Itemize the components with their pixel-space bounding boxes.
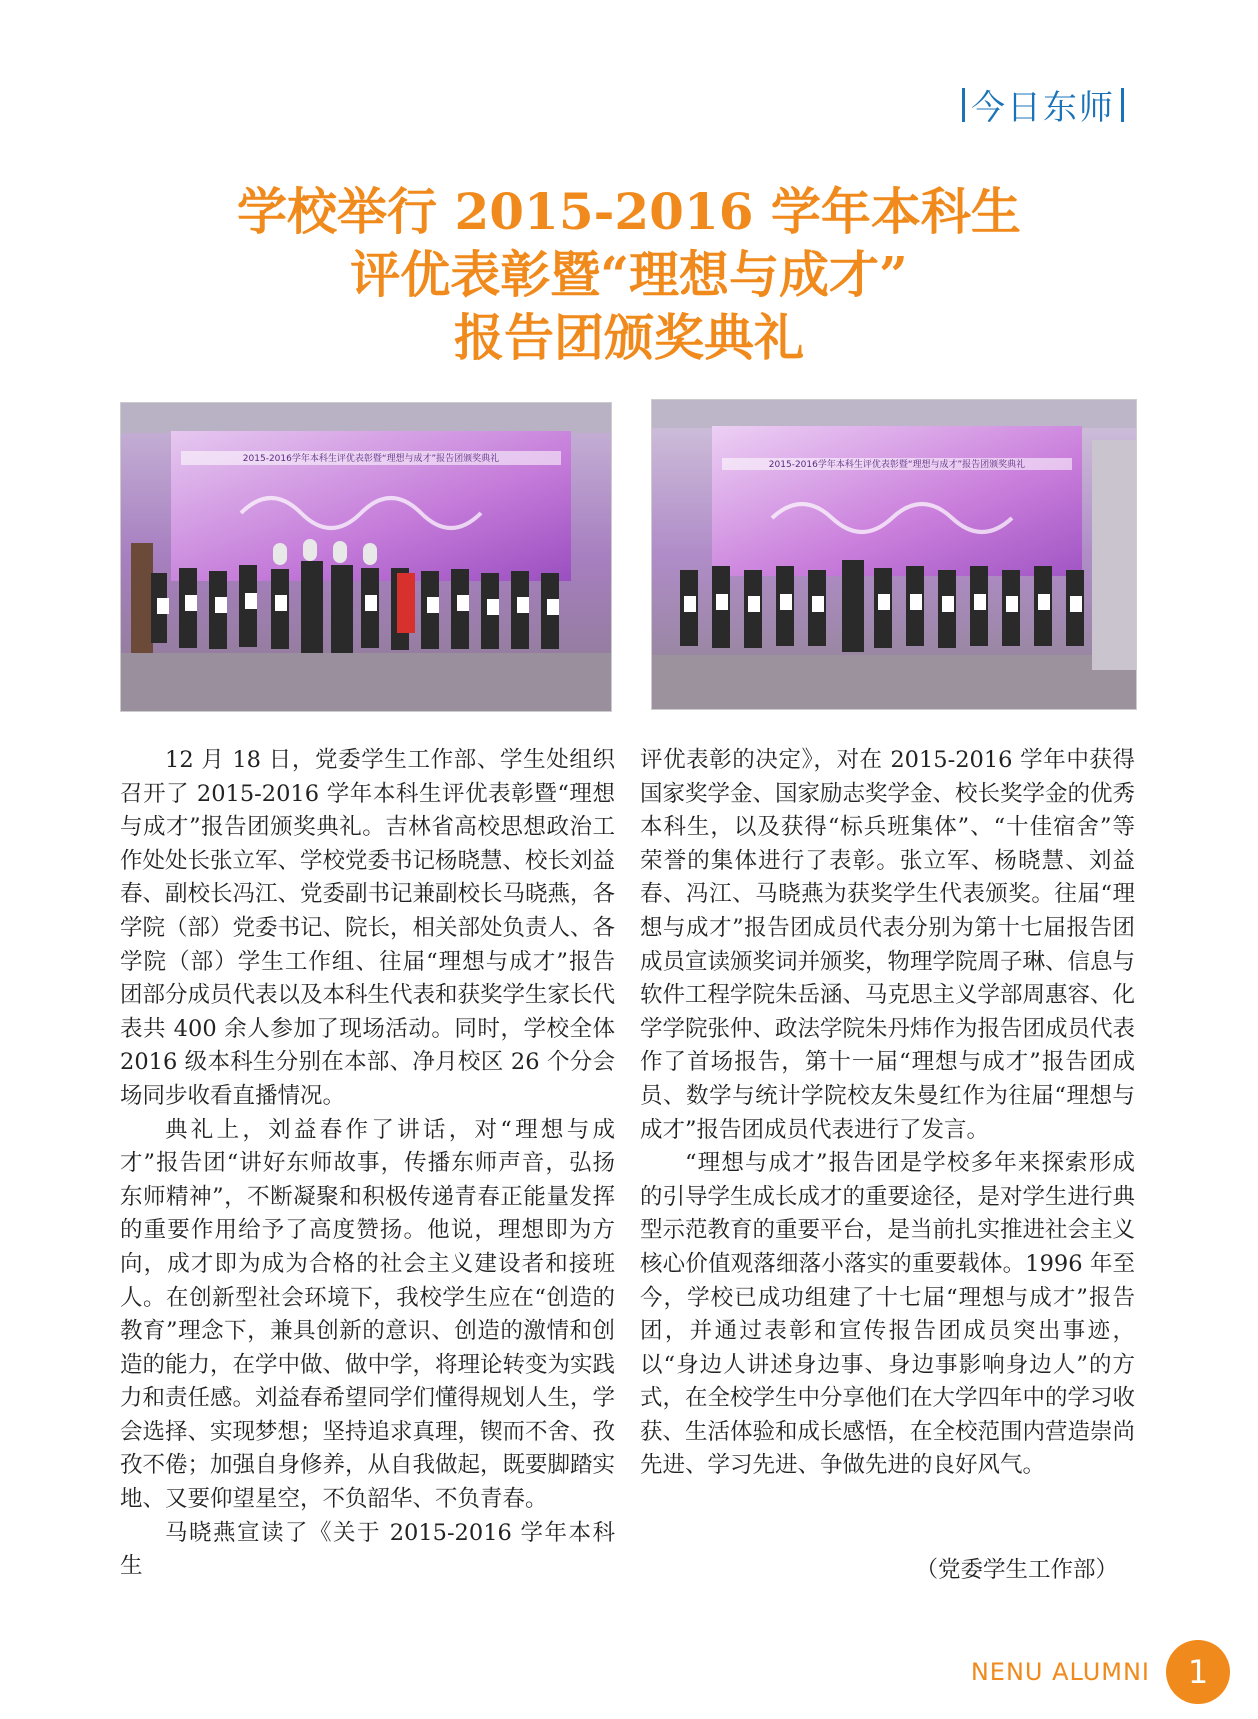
article-paragraph: 评优表彰的决定》，对在 2015-2016 学年中获得国家奖学金、国家励志奖学金、校长奖学金的优秀本科生，以及获得“标兵班集体”、“十佳宿舍”等荣誉的集体进行了表彰。张立军、杨晓慧、刘益春、冯江、马晓燕为获奖学生代表颁奖。往届“理想与成才”报告团成员代表分别为第十七届报告团成员宣读颁奖词并颁奖，物理学院周子琳、信息与软件工程学院朱岳涵、马克思主义学部周惠容、化学学院张仲、政法学院朱丹炜作为报告团成员代表作了首场报告，第十一届“理想与成才”报告团成员、数学与统计学院校友朱曼红作为往届“理想与成才”报告团成员代表进行了发言。 — [640, 747, 1136, 1143]
article-signoff: （党委学生工作部） — [915, 1557, 1118, 1583]
article-title — [0, 180, 1258, 369]
photo-banner: 2015-2016学年本科生评优表彰暨“理想与成才”报告团颁奖典礼 — [768, 460, 1026, 470]
article-paragraph: 马晓燕宣读了《关于 2015-2016 学年本科生 — [120, 1519, 615, 1580]
magazine-name: NENU ALUMNI — [970, 1658, 1150, 1686]
page-number: 1 — [1166, 1640, 1230, 1704]
section-label — [962, 80, 1124, 129]
title-line: 评优表彰暨“理想与成才” — [350, 245, 908, 304]
article-paragraph: 12 月 18 日，党委学生工作部、学生处组织召开了 2015-2016 学年本科生评优表彰暨“理想与成才”报告团颁奖典礼。吉林省高校思想政治工作处处长张立军、学校党委书记杨晓慧、校长刘益春、副校长冯江、党委副书记兼副校长马晓燕，各学院（部）党委书记、院长，相关部处负责人、各学院（部）学生工作组、往届“理想与成才”报告团部分成员代表以及本科生代表和获奖学生家长代表共 400 余人参加了现场活动。同时，学校全体 2016 级本科生分别在本部、净月校区 26 个分会场同步收看直播情况。 — [120, 747, 616, 1109]
title-line: 报告团颁奖典礼 — [454, 308, 804, 367]
section-label-text: 今日东师 — [971, 88, 1115, 128]
page-footer — [971, 1640, 1230, 1704]
photo-image — [121, 403, 611, 711]
ceremony-photo-2 — [651, 399, 1137, 710]
ceremony-photo-1 — [120, 402, 612, 712]
title-line: 学校举行 2015-2016 学年本科生 — [237, 182, 1021, 241]
photo-image — [652, 400, 1136, 709]
divider — [962, 88, 965, 122]
article-paragraph: “理想与成才”报告团是学校多年来探索形成的引导学生成长成才的重要途径，是对学生进行典型示范教育的重要平台，是当前扎实推进社会主义核心价值观落细落小落实的重要载体。1996 年至今，学校已成功组建了十七届“理想与成才”报告团，并通过表彰和宣传报告团成员突出事迹，以“身边人讲述身边事、身边事影响身边人”的方式，在全校学生中分享他们在大学四年中的学习收获、生活体验和成长感悟，在全校范围内营造崇尚先进、学习先进、争做先进的良好风气。 — [640, 1150, 1136, 1479]
article-column-right — [640, 744, 1135, 1483]
article-paragraph: 典礼上，刘益春作了讲话，对“理想与成才”报告团“讲好东师故事，传播东师声音，弘扬东师精神”，不断凝聚和积极传递青春正能量发挥的重要作用给予了高度赞扬。他说，理想即为方向，成才即为成为合格的社会主义建设者和接班人。在创新型社会环境下，我校学生应在“创造的教育”理念下，兼具创新的意识、创造的激情和创造的能力，在学中做、做中学，将理论转变为实践力和责任感。刘益春希望同学们懂得规划人生，学会选择、实现梦想；坚持追求真理，锲而不舍、孜孜不倦；加强自身修养，从自我做起，既要脚踏实地、又要仰望星空，不负韶华、不负青春。 — [120, 1116, 616, 1513]
divider — [1121, 88, 1124, 122]
article-column-left — [120, 744, 615, 1584]
photo-banner: 2015-2016学年本科生评优表彰暨“理想与成才”报告团颁奖典礼 — [242, 454, 500, 464]
